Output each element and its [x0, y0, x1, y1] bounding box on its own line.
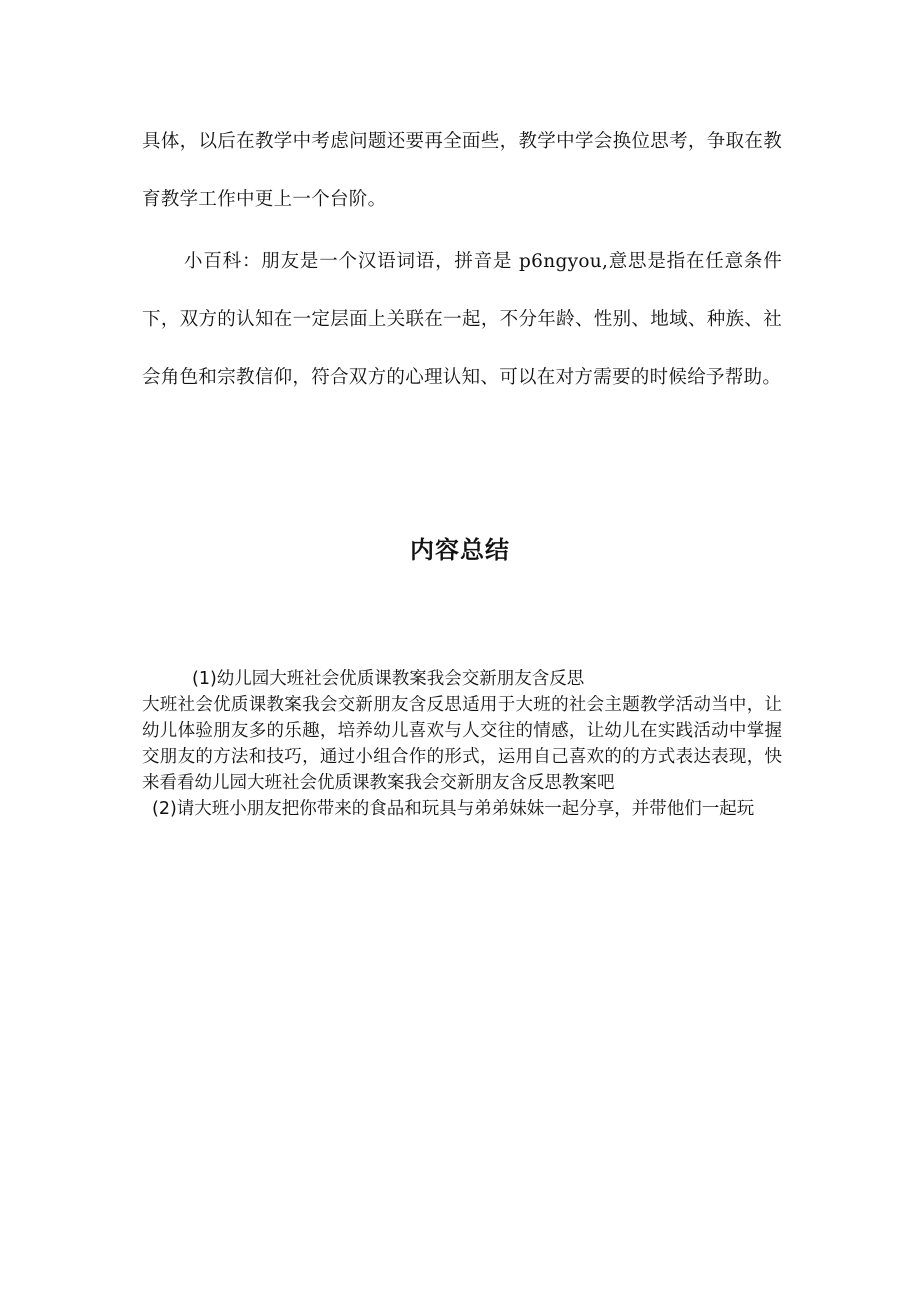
summary-item-1-heading: (1)幼儿园大班社会优质课教案我会交新朋友含反思 — [192, 669, 585, 689]
summary-item-2-text: (2)请大班小朋友把你带来的食品和玩具与弟弟妹妹一起分享，并带他们一起玩 — [152, 799, 755, 819]
summary-section — [142, 666, 782, 822]
body-paragraph-encyclopedia: 小百科：朋友是一个汉语词语，拼音是 p6ngyou,意思是指在任意条件下，双方的认知在一定层面上关联在一起，不分年龄、性别、地域、种族、社会角色和宗教信仰，符合双方的心理认知、可以在对方需要的时候给予帮助。 — [142, 251, 782, 388]
summary-item-1-text: 大班社会优质课教案我会交新朋友含反思适用于大班的社会主题教学活动当中，让幼儿体验朋友多的乐趣，培养幼儿喜欢与人交往的情感，让幼儿在实践活动中掌握交朋友的方法和技巧，通过小组合作的形式，运用自己喜欢的的方式表达表现，快来看看幼儿园大班社会优质课教案我会交新朋友含反思教案吧 — [142, 695, 782, 793]
body-paragraph-1: 具体，以后在教学中考虑问题还要再全面些，教学中学会换位思考，争取在教育教学工作中更上一个台阶。 — [142, 131, 782, 210]
summary-title: 内容总结 — [410, 536, 510, 564]
